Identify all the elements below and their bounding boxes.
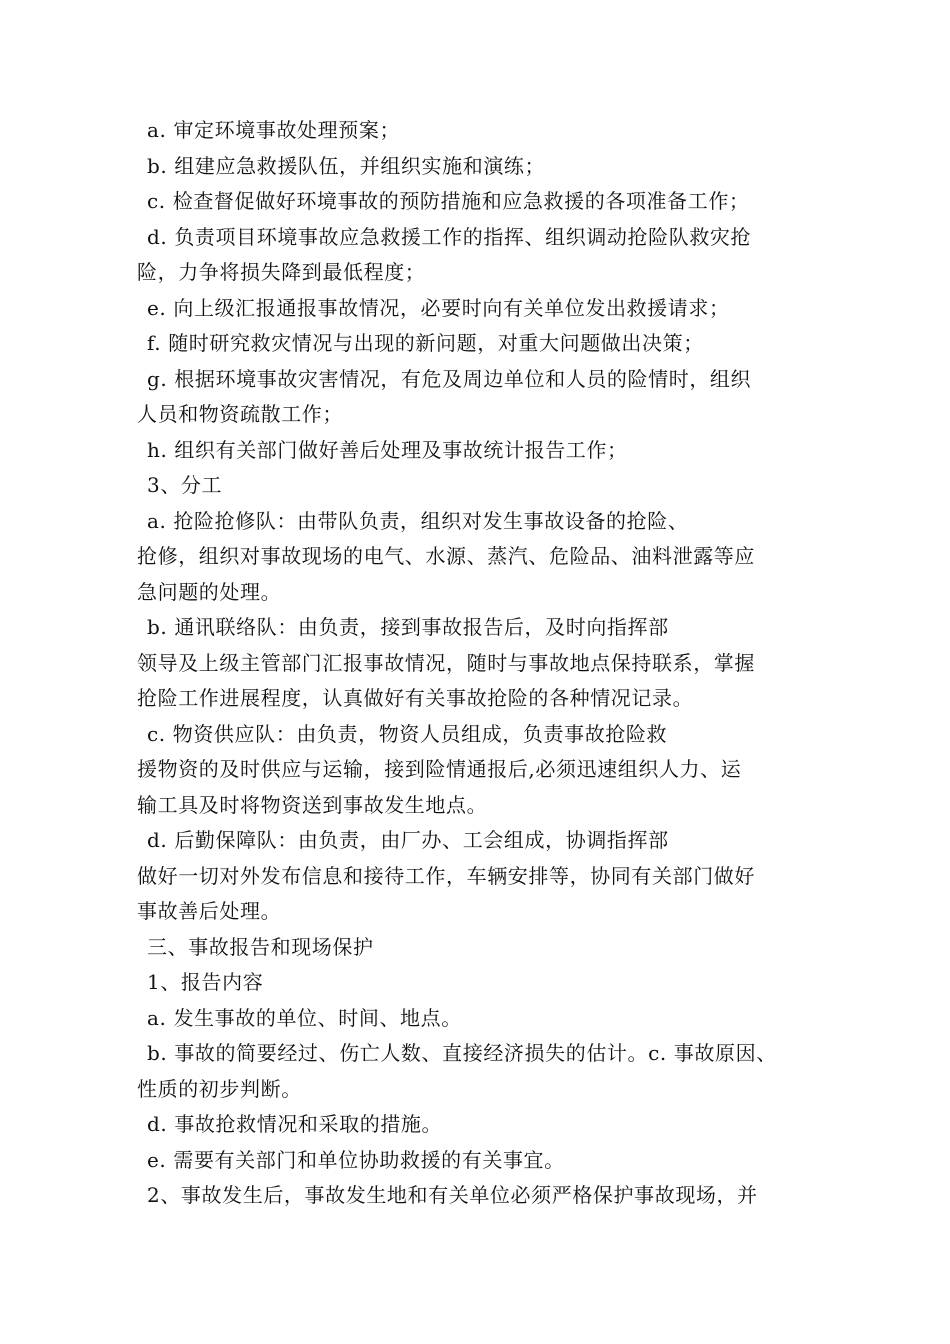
text-line: 2、事故发生后，事故发生地和有关单位必须严格保护事故现场，并 [147, 1183, 758, 1207]
text-line: h. 组织有关部门做好善后处理及事故统计报告工作； [147, 437, 628, 462]
text-line: 输工具及时将物资送到事故发生地点。 [137, 792, 488, 817]
text-line: d. 负责项目环境事故应急救援工作的指挥、组织调动抢险队救灾抢 [147, 224, 752, 249]
text-line: 性质的初步判断。 [137, 1076, 302, 1101]
text-line: a. 发生事故的单位、时间、地点。 [147, 1005, 462, 1030]
text-line: 抢修，组织对事故现场的电气、水源、蒸汽、危险品、油料泄露等应 [137, 544, 755, 568]
text-line: b. 组建应急救援队伍，并组织实施和演练； [147, 153, 546, 178]
text-line: 急问题的处理。 [137, 579, 282, 604]
text-line: g. 根据环境事故灾害情况，有危及周边单位和人员的险情时，组织 [147, 366, 752, 391]
text-line: 3、分工 [147, 473, 223, 497]
text-line: b. 通讯联络队：由负责，接到事故报告后，及时向指挥部 [147, 615, 669, 639]
text-line: 三、事故报告和现场保护 [147, 934, 374, 959]
text-line: f. 随时研究救灾情况与出现的新问题，对重大问题做出决策； [147, 331, 704, 355]
text-line: 险，力争将损失降到最低程度； [137, 260, 426, 284]
text-line: d. 后勤保障队：由负责，由厂办、工会组成，协调指挥部 [147, 828, 669, 852]
text-line: c. 物资供应队：由负责，物资人员组成，负责事故抢险救 [147, 721, 668, 746]
text-line: 1、报告内容 [147, 970, 264, 994]
text-line: 事故善后处理。 [137, 899, 282, 923]
text-line: e. 向上级汇报通报事故情况，必要时向有关单位发出救援请求； [147, 295, 730, 320]
text-line: e. 需要有关部门和单位协助救援的有关事宜。 [147, 1147, 565, 1172]
text-line: b. 事故的简要经过、伤亡人数、直接经济损失的估计。c. 事故原因、 [147, 1041, 777, 1065]
text-line: 援物资的及时供应与运输，接到险情通报后,必须迅速组织人力、运 [137, 757, 742, 781]
text-line: 人员和物资疏散工作； [137, 402, 343, 426]
text-line: d. 事故抢救情况和采取的措施。 [147, 1112, 443, 1136]
text-line: a. 抢险抢修队：由带队负责，组织对发生事故设备的抢险、 [147, 508, 689, 533]
text-line: c. 检查督促做好环境事故的预防措施和应急救援的各项准备工作； [147, 189, 750, 213]
text-line: 做好一切对外发布信息和接待工作，车辆安排等，协同有关部门做好 [137, 863, 755, 888]
text-line: a. 审定环境事故处理预案； [147, 118, 401, 142]
text-line: 领导及上级主管部门汇报事故情况，随时与事故地点保持联系，掌握 [137, 650, 755, 675]
text-line: 抢险工作进展程度，认真做好有关事故抢险的各种情况记录。 [137, 686, 694, 710]
document-body [137, 113, 817, 1214]
